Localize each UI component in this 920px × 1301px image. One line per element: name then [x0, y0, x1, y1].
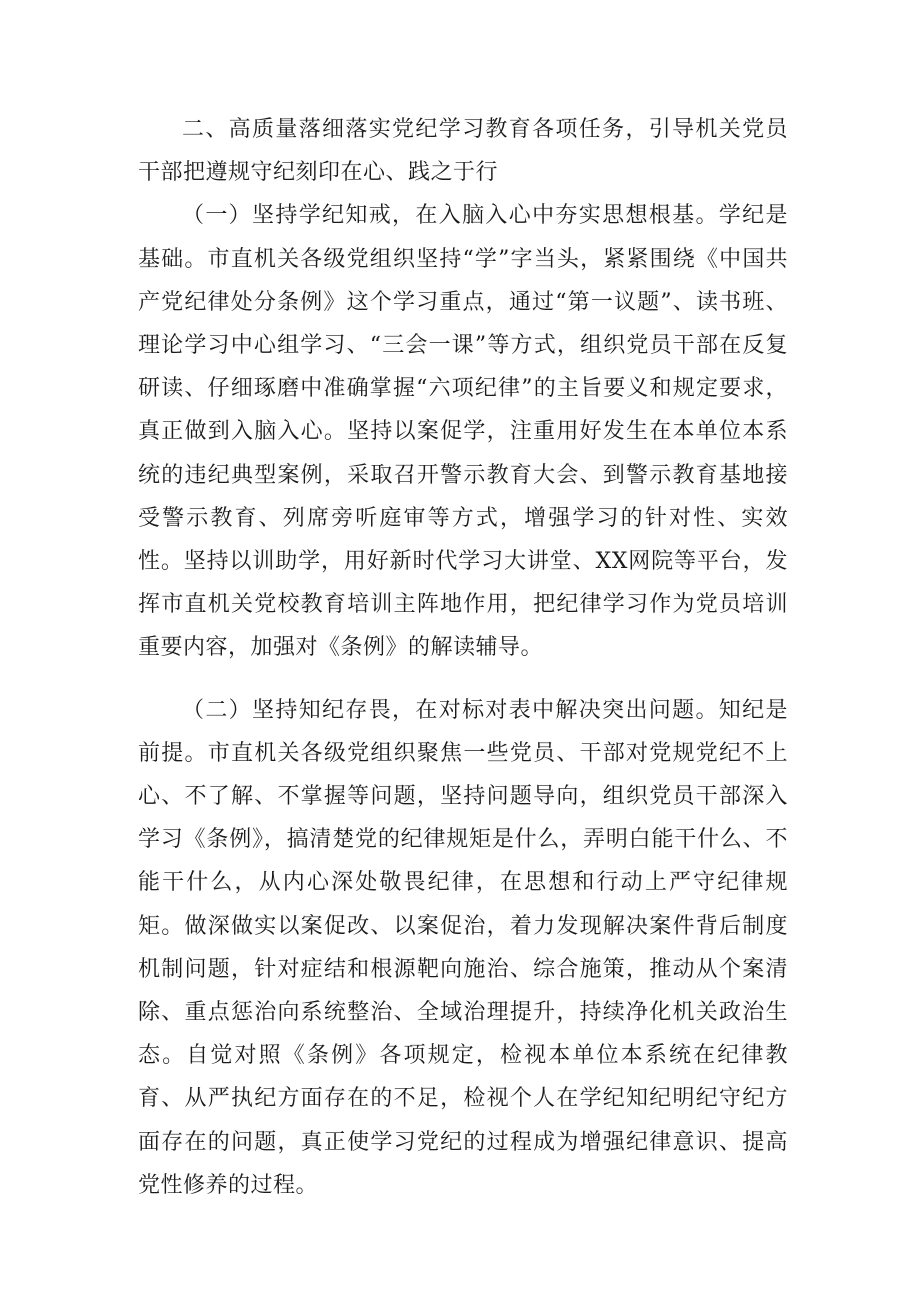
- document-body: [138, 108, 788, 1207]
- paragraph-2: （二）坚持知纪存畏，在对标对表中解决突出问题。知纪是前提。市直机关各级党组织聚焦一些党员、干部对党规党纪不上心、不了解、不掌握等问题，坚持问题导向，组织党员干部深入学习《条例》，搞清楚党的纪律规矩是什么，弄明白能干什么、不能干什么，从内心深处敬畏纪律，在思想和行动上严守纪律规矩。做深做实以案促改、以案促治，着力发现解决案件背后制度机制问题，针对症结和根源靶向施治、综合施策，推动从个案清除、重点惩治向系统整治、全域治理提升，持续净化机关政治生态。自觉对照《条例》各项规定，检视本单位本系统在纪律教育、从严执纪方面存在的不足，检视个人在学纪知纪明纪守纪方面存在的问题，真正使学习党纪的过程成为增强纪律意识、提高党性修养的过程。: [138, 697, 788, 1198]
- paragraph-1: （一）坚持学纪知戒，在入脑入心中夯实思想根基。学纪是基础。市直机关各级党组织坚持“学”字当头，紧紧围绕《中国共产党纪律处分条例》这个学习重点，通过“第一议题”、读书班、理论学习中心组学习、“三会一课”等方式，组织党员干部在反复研读、仔细琢磨中准确掌握“六项纪律”的主旨要义和规定要求，真正做到入脑入心。坚持以案促学，注重用好发生在本单位本系统的违纪典型案例，采取召开警示教育大会、到警示教育基地接受警示教育、列席旁听庭审等方式，增强学习的针对性、实效性。坚持以训助学，用好新时代学习大讲堂、XX网院等平台，发挥市直机关党校教育培训主阵地作用，把纪律学习作为党员培训重要内容，加强对《条例》的解读辅导。: [138, 203, 788, 661]
- section-heading: 二、高质量落细落实党纪学习教育各项任务，引导机关党员干部把遵规守纪刻印在心、践之于行: [138, 117, 788, 186]
- paragraph-gap: [138, 670, 788, 689]
